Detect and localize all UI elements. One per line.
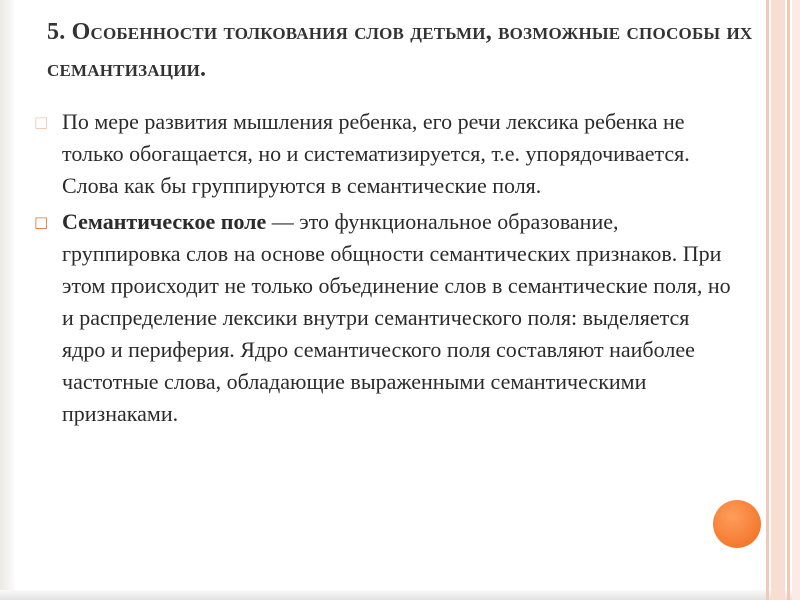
decorative-stripe [766,0,769,600]
decorative-stripe [771,0,785,600]
term-definition: — это функциональное образование, группировка слов на основе общности семантических признаков. При этом происходит не только объединение слов в семантические поля, но и распределение лексики внутри семантического поля: выделяется ядро и периферия. Ядро семантического поля составляют наиболее частотные слова, обладающие выраженными семантическими признаками. [62,209,731,426]
bullet-text: По мере развития мышления ребенка, его речи лексика ребенка не только обогащается, но и систематизируется, т.е. упорядочивается. Слова как бы группируются в семантические поля. [62,109,690,198]
bottom-frame-shadow [0,590,800,600]
bullet-list [34,106,734,434]
orange-circle-decoration [713,500,761,548]
bullet-text [62,206,734,430]
square-bullet-icon: □ [34,113,49,131]
square-bullet-icon: □ [34,213,49,231]
decorative-stripe [787,0,790,600]
bullet-item-1 [34,106,734,202]
term-highlight: Семантическое поле [62,209,267,234]
bullet-item-2 [34,206,734,430]
left-frame-shadow [0,0,14,600]
slide-title: 5. Особенности толкования слов детьми, возможные способы их семантизации. [47,19,753,82]
decorative-stripe [792,0,800,600]
